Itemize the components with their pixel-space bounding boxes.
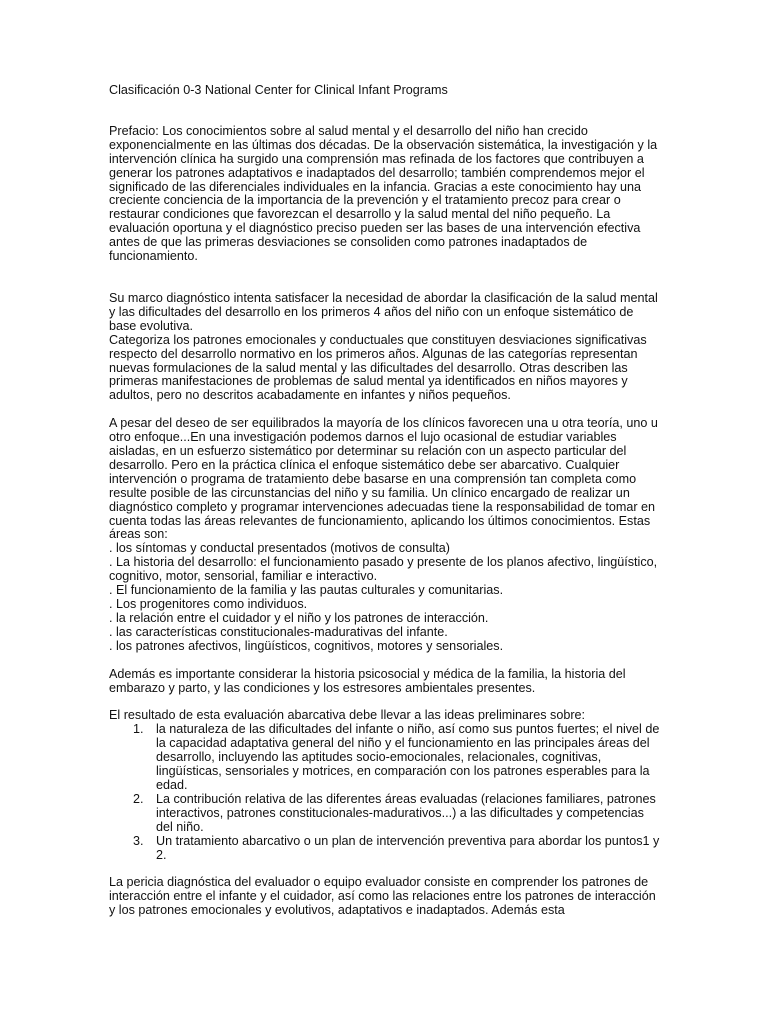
list-number: 1. xyxy=(133,722,144,737)
list-item xyxy=(109,723,661,793)
list-item: . La historia del desarrollo: el funcionamiento pasado y presente de los planos afectivo, lingüístico, cognitivo, motor, sensorial, familiar e interactivo. xyxy=(109,555,658,584)
list-item: . El funcionamiento de la familia y las pautas culturales y comunitarias. xyxy=(109,583,504,598)
history-paragraph: Además es importante considerar la historia psicosocial y médica de la familia, la historia del embarazo y parto, y las condiciones y los estresores ambientales presentes. xyxy=(109,666,626,695)
expertise-paragraph: La pericia diagnóstica del evaluador o equipo evaluador consiste en comprender los patrones de interacción entre el infante y el cuidador, así como las relaciones entre los patrones de interacción y los patrones emocionales y evolutivos, adaptativos e inadaptados. Además esta xyxy=(109,875,656,918)
list-number: 2. xyxy=(133,791,144,806)
list-item: . los patrones afectivos, lingüísticos, cognitivos, motores y sensoriales. xyxy=(109,638,504,653)
document-title: Clasificación 0-3 National Center for Clinical Infant Programs xyxy=(109,83,448,97)
areas-list xyxy=(109,542,661,653)
list-item xyxy=(109,793,661,835)
list-number: 3. xyxy=(133,833,144,848)
list-item-text: la naturaleza de las dificultades del infante o niño, así como sus puntos fuertes; el nivel de la capacidad adaptativa general del niño y el funcionamiento en las principales áreas del desarrollo, incluyendo las aptitudes socio-emocionales, relacionales, cognitivas, lingüísticas, sensoriales y motrices, en comparación con los patrones esperables para la edad. xyxy=(156,722,660,792)
numbered-list xyxy=(109,723,661,862)
list-item xyxy=(109,835,661,863)
document-page xyxy=(109,84,661,918)
list-item: . las características constitucionales-madurativas del infante. xyxy=(109,624,448,639)
result-paragraph: El resultado de esta evaluación abarcativa debe llevar a las ideas preliminares sobre: xyxy=(109,708,586,723)
list-item: . los síntomas y conductal presentados (motivos de consulta) xyxy=(109,541,450,556)
framework-paragraph: Su marco diagnóstico intenta satisfacer la necesidad de abordar la clasificación de la salud mental y las dificultades del desarrollo en los primeros 4 años del niño con un enfoque sistemático de base evolutiva. xyxy=(109,290,658,333)
preface-paragraph: Prefacio: Los conocimientos sobre al salud mental y el desarrollo del niño han crecido exponencialmente en las últimas dos décadas. De la observación sistemática, la investigación y la intervención clínica ha surgido una comprensión mas refinada de los factores que contribuyen a generar los patrones adaptativos e inadaptados del desarrollo; también comprendemos mejor el significado de las diferenciales individuales en la infancia. Gracias a este conocimiento hay una creciente conciencia de la importancia de la prevención y el tratamiento precoz para crear o restaurar condiciones que favorezcan el desarrollo y la salud mental del niño pequeño. La evaluación oportuna y el diagnóstico preciso pueden ser las bases de una intervención efectiva antes de que las primeras desviaciones se consoliden como patrones inadaptados de funcionamiento. xyxy=(109,123,658,264)
list-item: . la relación entre el cuidador y el niño y los patrones de interacción. xyxy=(109,610,489,625)
clinical-approach-paragraph: A pesar del deseo de ser equilibrados la mayoría de los clínicos favorecen una u otra teoría, uno u otro enfoque...En una investigación podemos darnos el lujo ocasional de estudiar variables aisladas, en un esfuerzo sistemático por determinar su relación con un aspecto particular del desarrollo. Pero en la práctica clínica el enfoque sistemático debe ser abarcativo. Cualquier intervención o programa de tratamiento debe basarse en una comprensión tan completa como resulte posible de las circunstancias del niño y su familia. Un clínico encargado de realizar un diagnóstico completo y programar intervenciones adecuadas tiene la responsabilidad de tomar en cuenta todas las áreas relevantes de funcionamiento, aplicando los últimos conocimientos. Estas áreas son: xyxy=(109,416,658,542)
list-item-text: Un tratamiento abarcativo o un plan de intervención preventiva para abordar los puntos1 y 2. xyxy=(156,833,660,862)
categorization-paragraph: Categoriza los patrones emocionales y conductuales que constituyen desviaciones significativas respecto del desarrollo normativo en los primeros años. Algunas de las categorías representan nuevas formulaciones de la salud mental y las dificultades del desarrollo. Otras describen las primeras manifestaciones de problemas de salud mental ya identificados en niños mayores y adultos, pero no descritos acabadamente en infantes y niños pequeños. xyxy=(109,332,647,403)
list-item-text: La contribución relativa de las diferentes áreas evaluadas (relaciones familiares, patrones interactivos, patrones constitucionales-madurativos...) a las dificultades y competencias del niño. xyxy=(156,791,656,834)
list-item: . Los progenitores como individuos. xyxy=(109,597,308,611)
